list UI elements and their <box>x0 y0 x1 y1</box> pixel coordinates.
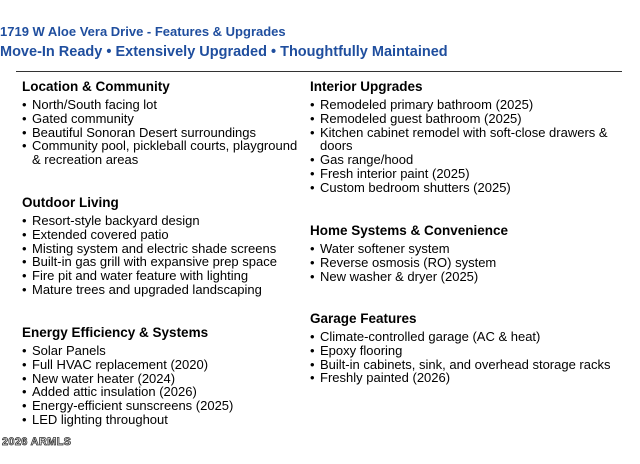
list-item: • Fire pit and water feature with lighting <box>22 269 307 283</box>
list-item: • Water softener system <box>310 242 616 256</box>
section-location-community <box>22 79 307 167</box>
section-outdoor-living <box>22 195 307 297</box>
list-item: • Reverse osmosis (RO) system <box>310 256 616 270</box>
section-heading: Garage Features <box>310 311 417 326</box>
list-item: • Community pool, pickleball courts, playground & recreation areas <box>22 139 307 167</box>
list-item: • Kitchen cabinet remodel with soft-close drawers & doors <box>310 126 616 154</box>
list-item: • Added attic insulation (2026) <box>22 385 307 399</box>
list-item: • Full HVAC replacement (2020) <box>22 358 307 372</box>
list-item: • Climate-controlled garage (AC & heat) <box>310 330 616 344</box>
list-item: • Epoxy flooring <box>310 344 616 358</box>
list-item: • Beautiful Sonoran Desert surroundings <box>22 126 307 140</box>
list-item: • Fresh interior paint (2025) <box>310 167 616 181</box>
divider <box>16 71 622 72</box>
page-subtitle: Move-In Ready • Extensively Upgraded • Thoughtfully Maintained <box>0 44 448 60</box>
section-garage-features <box>310 311 616 385</box>
section-heading: Location & Community <box>22 79 170 94</box>
list-item: • Gated community <box>22 112 307 126</box>
list-item: • New washer & dryer (2025) <box>310 270 616 284</box>
list-item: • Solar Panels <box>22 344 307 358</box>
section-heading: Interior Upgrades <box>310 79 423 94</box>
list-item: • New water heater (2024) <box>22 372 307 386</box>
list-item: • Misting system and electric shade screens <box>22 242 307 256</box>
section-heading: Home Systems & Convenience <box>310 223 509 238</box>
list-item: • North/South facing lot <box>22 98 307 112</box>
list-item: • Built-in gas grill with expansive prep space <box>22 255 307 269</box>
section-heading: Outdoor Living <box>22 195 119 210</box>
list-item: • Extended covered patio <box>22 228 307 242</box>
list-item: • Energy-efficient sunscreens (2025) <box>22 399 307 413</box>
list-item: • Freshly painted (2026) <box>310 371 616 385</box>
list-item: • Custom bedroom shutters (2025) <box>310 181 616 195</box>
list-item: • Remodeled guest bathroom (2025) <box>310 112 616 126</box>
list-item: • Gas range/hood <box>310 153 616 167</box>
section-home-systems <box>310 223 616 283</box>
list-item: • Built-in cabinets, sink, and overhead storage racks <box>310 358 616 372</box>
list-item: • Mature trees and upgraded landscaping <box>22 283 307 297</box>
list-item: • LED lighting throughout <box>22 413 307 427</box>
list-item: • Resort-style backyard design <box>22 214 307 228</box>
watermark: 2026 ARMLS <box>2 436 72 448</box>
section-heading: Energy Efficiency & Systems <box>22 325 209 340</box>
page-title: 1719 W Aloe Vera Drive - Features & Upgrades <box>0 24 286 39</box>
section-interior-upgrades <box>310 79 616 195</box>
list-item: • Remodeled primary bathroom (2025) <box>310 98 616 112</box>
section-energy-efficiency <box>22 325 307 427</box>
